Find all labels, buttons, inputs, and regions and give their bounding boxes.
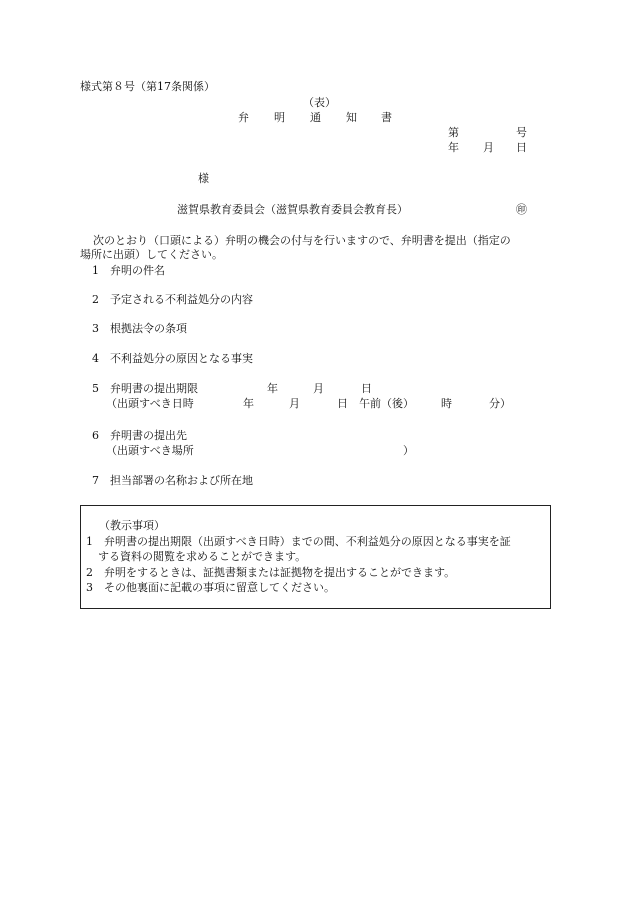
seal-mark: ㊞ [516,203,527,216]
title-char: 明 [274,111,285,124]
item-5-sub-year: 年 [243,397,254,410]
intro-text-line2: 場所に出頭）してください。 [80,248,223,261]
form-id: 様式第８号（第17条関係） [80,80,215,93]
intro-text-line1: 次のとおり（口頭による）弁明の機会の付与を行いますので、弁明書を提出（指定の [93,234,511,247]
title-char: 書 [381,111,392,124]
title-char: 弁 [238,111,249,124]
item-6-sub-close: ） [403,444,414,457]
item-1: 1 弁明の件名 [92,264,165,277]
item-4: 4 不利益処分の原因となる事実 [92,352,253,365]
item-3: 3 根拠法令の条項 [92,322,187,335]
number-go: 号 [516,126,527,139]
recipient-suffix: 様 [198,172,209,185]
number-dai: 第 [448,126,459,139]
notice-item-2: 2 弁明をするときは、証拠書類または証拠物を提出することができます。 [86,566,456,579]
item-5-sub-day: 日 [337,397,348,410]
item-6: 6 弁明書の提出先 [92,429,187,442]
item-5-sub: （出頭すべき日時 [106,397,194,410]
item-6-sub: （出頭すべき場所 [106,444,194,457]
issuer: 滋賀県教育委員会（滋賀県教育委員会教育長） [177,203,408,216]
date-year: 年 [448,141,459,154]
item-5-sub-ampm: 午前（後） [359,397,414,410]
notice-item-3: 3 その他裏面に記載の事項に留意してください。 [86,581,335,594]
item-5-day: 日 [361,382,372,395]
item-5-year: 年 [267,382,278,395]
item-2: 2 予定される不利益処分の内容 [92,293,253,306]
item-5: 5 弁明書の提出期限 [92,382,198,395]
notice-item-1-line1: 1 弁明書の提出期限（出頭すべき日時）までの間、不利益処分の原因となる事実を証 [86,535,511,548]
face-label: （表） [303,96,336,109]
title-char: 知 [346,111,357,124]
item-5-sub-minute: 分） [489,397,511,410]
item-5-sub-month: 月 [289,397,300,410]
date-day: 日 [516,141,527,154]
item-7: 7 担当部署の名称および所在地 [92,474,253,487]
notice-heading: （教示事項） [99,519,165,532]
date-month: 月 [483,141,494,154]
notice-item-1-line2: する資料の閲覧を求めることができます。 [98,550,307,563]
title-char: 通 [310,111,321,124]
item-5-sub-hour: 時 [441,397,452,410]
item-5-month: 月 [313,382,324,395]
